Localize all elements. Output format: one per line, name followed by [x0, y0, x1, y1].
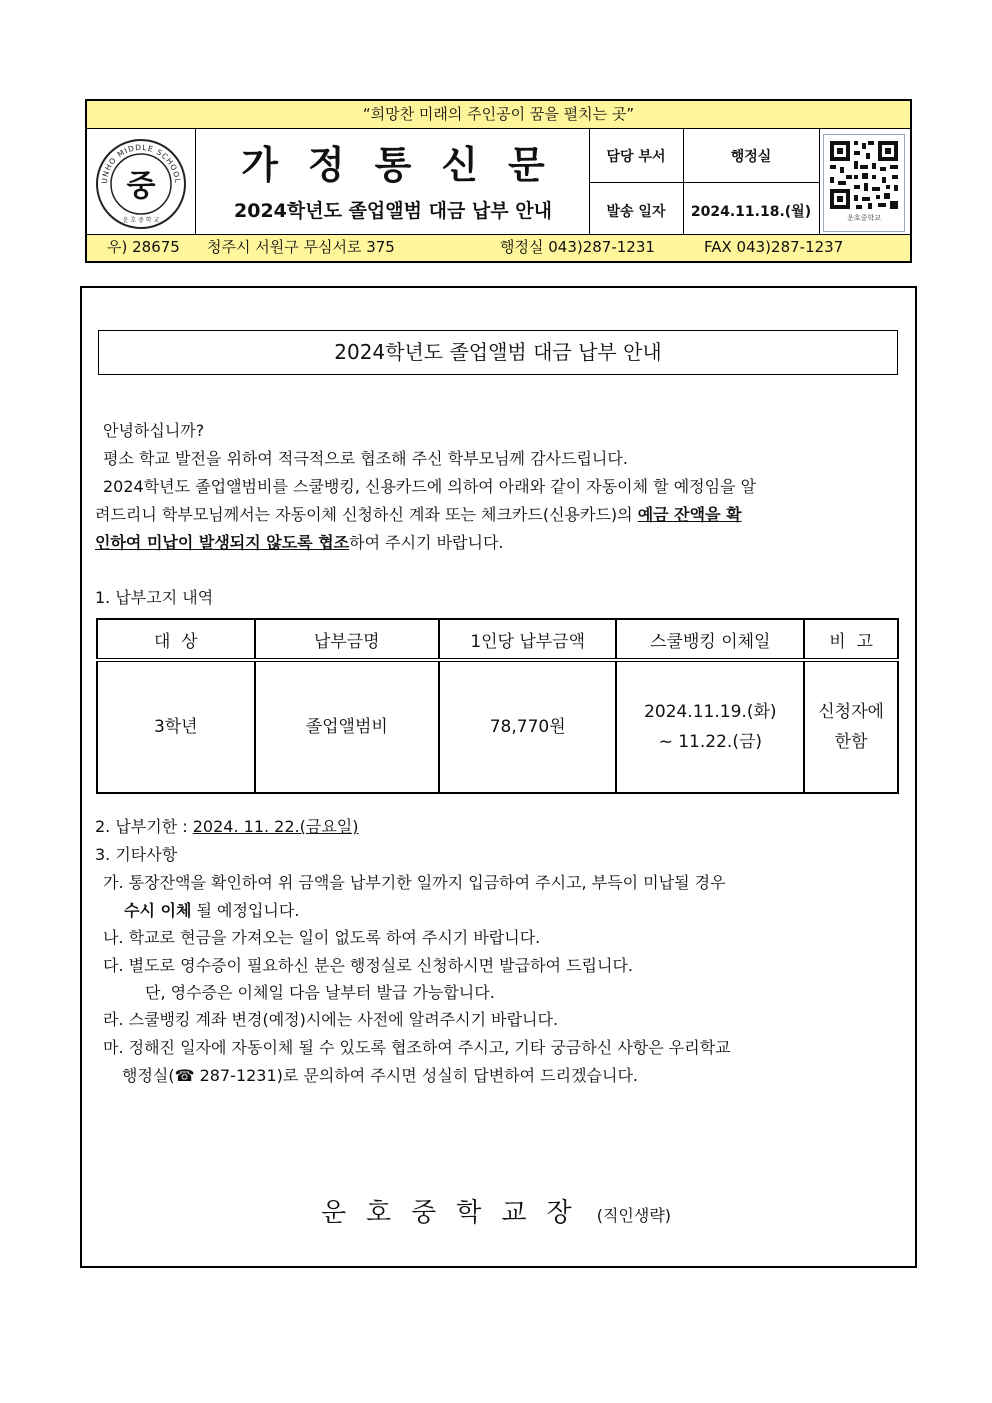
- date-cell: [616, 660, 804, 793]
- list-item: 라. 스쿨뱅킹 계좌 변경(예정)시에는 사전에 알려주시기 바랍니다.: [103, 1010, 559, 1029]
- paragraph-1: 평소 학교 발전을 위하여 적극적으로 협조해 주신 학부모님께 감사드립니다.: [103, 449, 628, 468]
- divider: [683, 128, 684, 238]
- paragraph-text: 하여 주시기 바랍니다.: [349, 533, 504, 552]
- note-line-1: 신청자에: [818, 702, 884, 722]
- table-row: [97, 660, 898, 793]
- page-title: 가정통신문: [241, 142, 575, 187]
- divider: [819, 128, 820, 238]
- school-slogan: “희망찬 미래의 주인공이 꿈을 펼치는 곳”: [87, 101, 910, 129]
- date-label: 발송 일자: [606, 204, 666, 220]
- due-date: 2024. 11. 22.(금요일): [192, 817, 359, 836]
- list-item-continued: [124, 897, 299, 925]
- logo-inner-text: 중: [126, 169, 156, 204]
- list-item: 가. 통장잔액을 확인하여 위 금액을 납부기한 일까지 입금하여 주시고, 부득이 미납될 경우: [103, 873, 726, 892]
- document-title: 2024학년도 졸업앨범 대금 납부 안내: [98, 330, 898, 375]
- section-2-label: 2. 납부기한 :: [95, 817, 193, 836]
- paragraph-2-line-2: [95, 501, 742, 529]
- table-header: 스쿨뱅킹 이체일: [616, 619, 804, 660]
- phone: 행정실 043)287-1231: [500, 238, 655, 256]
- note-line-2: 한함: [834, 732, 868, 752]
- page-subtitle: 2024학년도 졸업앨범 대금 납부 안내: [234, 200, 552, 222]
- list-item: 다. 별도로 영수증이 필요하신 분은 행정실로 신청하시면 발급하여 드립니다.: [103, 956, 633, 975]
- qr-code[interactable]: [823, 134, 905, 232]
- paragraph-2-line-3: [95, 529, 504, 557]
- list-item-continued: 단, 영수증은 이체일 다음 날부터 발급 가능합니다.: [145, 983, 495, 1002]
- list-item: 마. 정해진 일자에 자동이체 될 수 있도록 협조하여 주시고, 기타 궁금하신 사항은 우리학교: [103, 1038, 731, 1057]
- section-2: [95, 813, 358, 841]
- signature-block: [0, 1192, 992, 1229]
- list-item: 나. 학교로 현금을 가져오는 일이 없도록 하여 주시기 바랍니다.: [103, 928, 541, 947]
- payment-table: [96, 618, 899, 794]
- logo-outer-text: UNHO MIDDLE SCHOOL: [99, 142, 183, 185]
- table-header: 대 상: [97, 619, 255, 660]
- list-item-continued: 행정실(☎ 287-1231)로 문의하여 주시면 성실히 답변하여 드리겠습니다.: [122, 1066, 638, 1085]
- zip-code: 우) 28675: [107, 238, 180, 256]
- paragraph-2-line-1: 2024학년도 졸업앨범비를 스쿨뱅킹, 신용카드에 의하여 아래와 같이 자동이체 할 예정임을 알: [103, 477, 757, 496]
- table-header: 비 고: [804, 619, 898, 660]
- seal-omitted-note: (직인생략): [596, 1206, 672, 1225]
- logo-bottom-text: 운 호 중 학 교: [122, 217, 160, 224]
- letterhead-body: [87, 128, 910, 238]
- dept-label: 담당 부서: [606, 149, 666, 165]
- dept-value: 행정실: [730, 149, 772, 165]
- section-3-heading: 3. 기타사항: [95, 845, 178, 864]
- school-logo: [95, 138, 187, 230]
- amount-cell: 78,770원: [439, 660, 617, 793]
- divider: [589, 182, 819, 183]
- table-header-row: [97, 619, 898, 660]
- greeting: 안녕하십니까?: [103, 421, 205, 440]
- date-line-1: 2024.11.19.(화): [644, 702, 777, 722]
- principal-signature: 운호중학교장: [320, 1198, 592, 1228]
- note-cell: [804, 660, 898, 793]
- section-1-heading: 1. 납부고지 내역: [95, 588, 214, 607]
- contact-bar: [87, 234, 910, 261]
- emphasis-text: 인하여 미납이 발생되지 않도록 협조: [95, 533, 350, 552]
- paragraph-text: 될 예정입니다.: [191, 901, 300, 920]
- date-line-2: ~ 11.22.(금): [658, 732, 762, 752]
- table-header: 납부금명: [255, 619, 439, 660]
- address: 청주시 서원구 무심서로 375: [207, 238, 395, 256]
- qr-caption: 운호중학교: [847, 214, 881, 222]
- letterhead: [85, 99, 912, 263]
- item-cell: 졸업앨범비: [255, 660, 439, 793]
- divider: [195, 128, 196, 238]
- paragraph-text: 려드리니 학부모님께서는 자동이체 신청하신 계좌 또는 체크카드(신용카드)의: [95, 505, 638, 524]
- divider: [589, 128, 590, 238]
- emphasis-text: 예금 잔액을 확: [637, 505, 742, 524]
- fax: FAX 043)287-1237: [704, 238, 844, 256]
- table-header: 1인당 납부금액: [439, 619, 617, 660]
- date-value: 2024.11.18.(월): [690, 204, 812, 220]
- emphasis-text: 수시 이체: [124, 901, 192, 920]
- target-cell: 3학년: [97, 660, 255, 793]
